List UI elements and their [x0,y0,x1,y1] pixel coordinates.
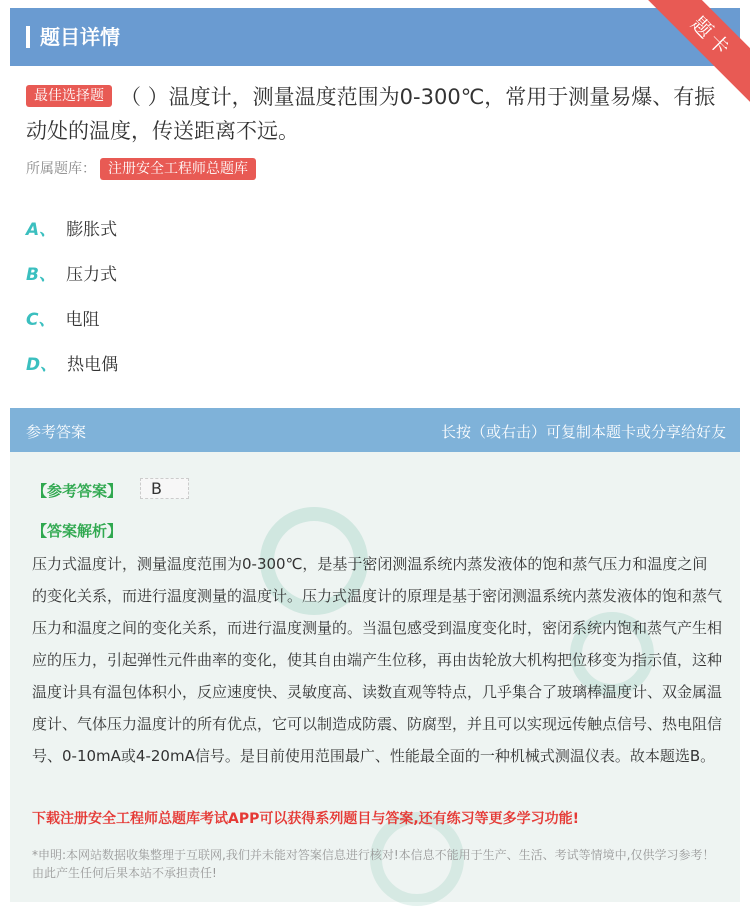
option-b[interactable] [26,260,117,285]
share-hint: 长按（或右击）可复制本题卡或分享给好友 [440,423,726,441]
page-title: 题目详情 [40,25,120,49]
question-source [26,158,264,180]
source-label: 所属题库： [26,161,96,177]
answer-panel [10,452,740,902]
question-text: （ ）温度计，测量温度范围为0-300℃，常用于测量易爆、有振动处的温度，传送距离不远。 [26,85,716,143]
option-text: 压力式 [65,265,117,285]
question [26,80,726,148]
option-letter: B、 [26,265,56,285]
source-bank-link[interactable]: 注册安全工程师总题库 [100,158,256,180]
reference-answer-label: 【参考答案】 [32,482,123,500]
page-header [10,8,740,66]
question-type-badge: 最佳选择题 [26,85,112,107]
option-letter: A、 [26,220,57,240]
option-c[interactable] [26,305,99,330]
option-letter: C、 [26,310,56,330]
disclaimer: *申明:本网站数据收集整理于互联网,我们并未能对答案信息进行核对!本信息不能用于生产、生活、考试等情境中,仅供学习参考！由此产生任何后果本站不承担责任! [32,848,715,880]
analysis-text: 压力式温度计，测量温度范围为0-300℃，是基于密闭测温系统内蒸发液体的饱和蒸气压力和温度之间的变化关系，而进行温度测量的温度计。压力式温度计的原理是基于密闭测温系统内蒸发液体的饱和蒸气压力和温度之间的变化关系，而进行温度测量的。当温包感受到温度变化时，密闭系统内饱和蒸气产生相应的压力，引起弹性元件曲率的变化，使其自由端产生位移，再由齿轮放大机构把位移变为指示值，这种温度计具有温包体积小，反应速度快、灵敏度高、读数直观等特点，几乎集合了玻璃棒温度计、双金属温度计、气体压力温度计的所有优点，它可以制造成防震、防腐型，并且可以实现远传触点信号、热电阻信号、0-10mA或4-20mA信号。是目前使用范围最广、性能最全面的一种机械式测温仪表。故本题选B。 [32,555,723,765]
reference-answer-value: B [140,478,189,499]
answer-header-label: 参考答案 [26,423,87,441]
answer-header [10,408,740,452]
corner-label: 题卡 [642,0,750,107]
option-text: 膨胀式 [66,220,118,240]
app-promo-link[interactable]: 下载注册安全工程师总题库考试APP可以获得系列题目与答案,还有练习等更多学习功能! [32,811,580,827]
option-letter: D、 [26,355,58,375]
option-text: 热电偶 [67,355,119,375]
option-a[interactable] [26,215,117,240]
analysis-label: 【答案解析】 [32,522,123,540]
option-d[interactable] [26,350,118,375]
title-bar-marker [26,26,30,48]
option-text: 电阻 [65,310,100,330]
